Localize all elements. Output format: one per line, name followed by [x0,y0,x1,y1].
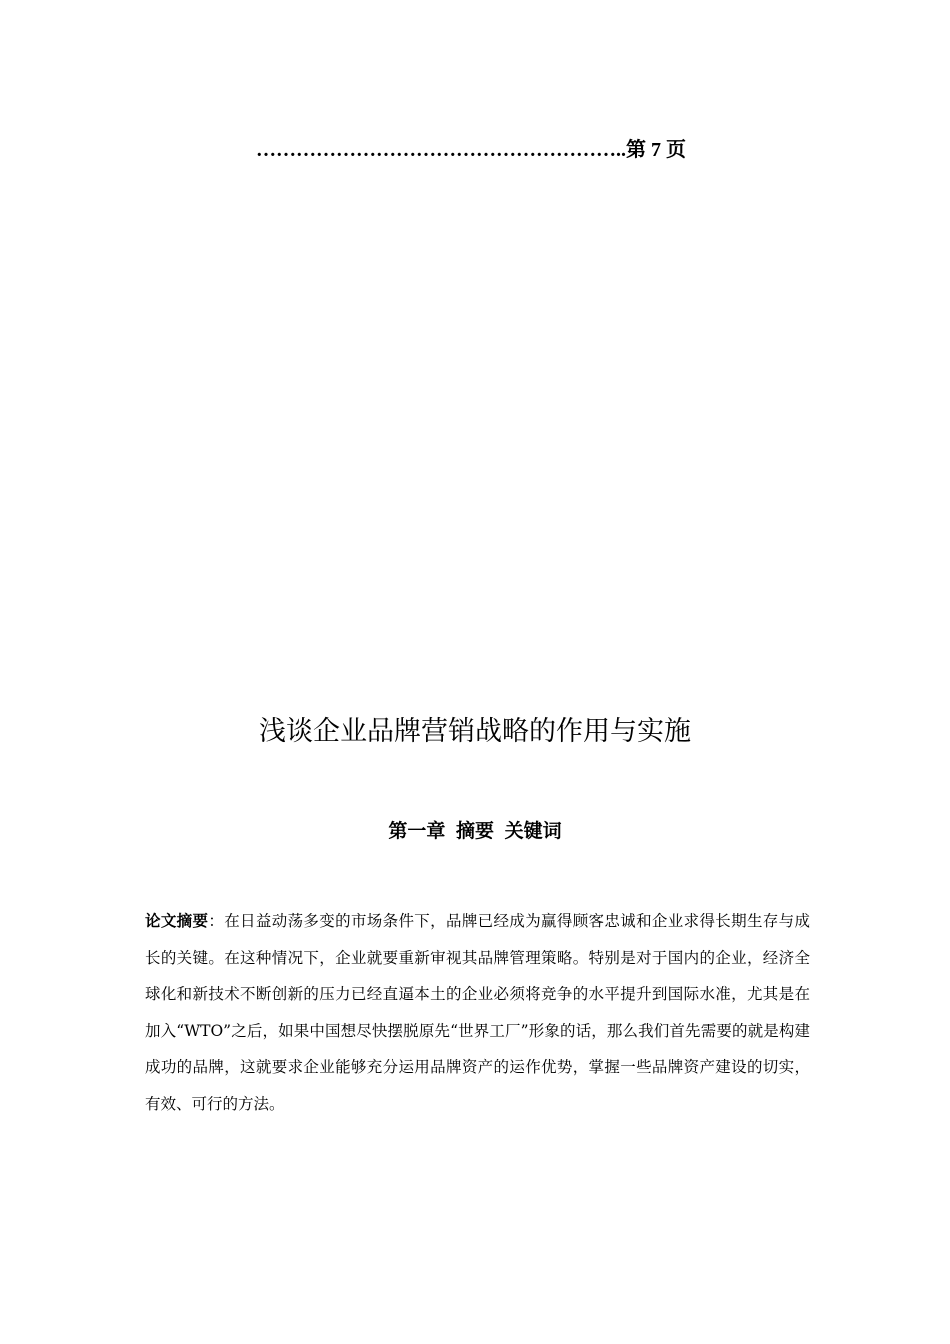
document-title: 浅谈企业品牌营销战略的作用与实施 [259,716,691,747]
toc-entry: ………………………………………………..第 7 页 [256,139,686,161]
abstract-paragraph [145,903,810,1122]
abstract-body: ：在日益动荡多变的市场条件下，品牌已经成为赢得顾客忠诚和企业求得长期生存与成长的关键。在这种情况下，企业就要重新审视其品牌管理策略。特别是对于国内的企业，经济全球化和新技术不断创新的压力已经直逼本土的企业必须将竞争的水平提升到国际水准，尤其是在加入“WTO”之后，如果中国想尽快摆脱原先“世界工厂”形象的话，那么我们首先需要的就是构建成功的品牌，这就要求企业能够充分运用品牌资产的运作优势，掌握一些品牌资产建设的切实，有效、可行的方法。 [145,912,810,1113]
abstract-label: 论文摘要 [145,912,209,930]
chapter-heading: 第一章 摘要 关键词 [388,820,562,842]
